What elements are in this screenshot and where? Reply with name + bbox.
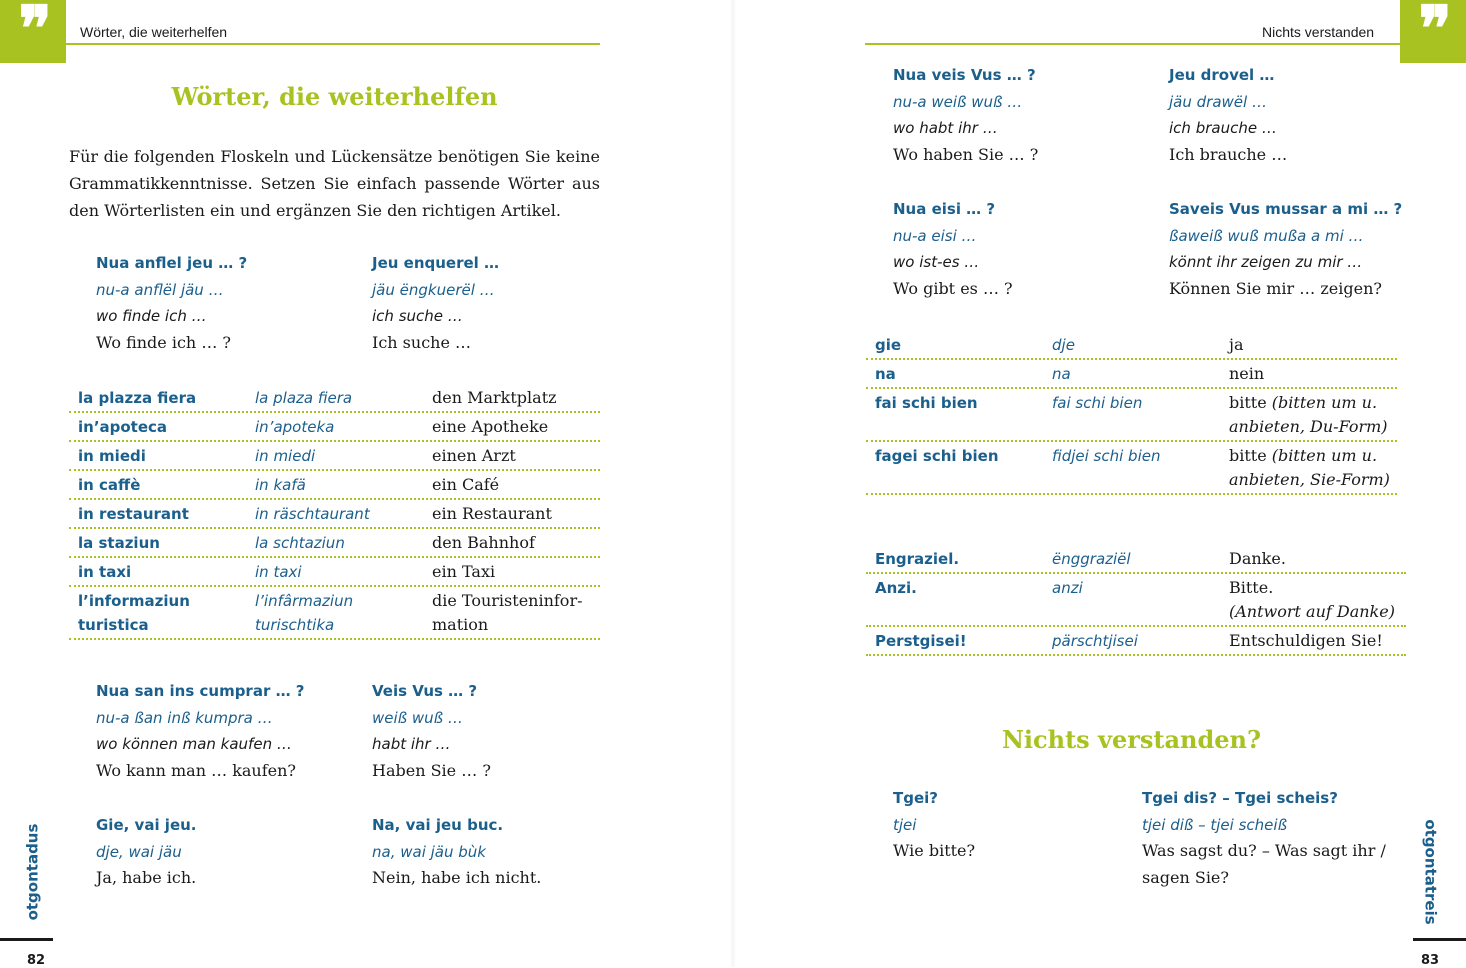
- table-row: [866, 442, 1397, 495]
- pronunciation: tjei: [893, 815, 917, 834]
- pronunciation: in taxi: [255, 563, 302, 581]
- pronunciation: weiß wuß …: [372, 708, 463, 727]
- phrase-right-6: [1142, 785, 1386, 891]
- german-translation: Wo haben Sie … ?: [893, 144, 1039, 164]
- romansh-phrase: Saveis Vus mussar a mi … ?: [1169, 200, 1403, 218]
- literal-translation: wo finde ich …: [96, 307, 207, 326]
- romansh-word: Perstgisei!: [875, 632, 967, 650]
- pronunciation: in räschtaurant: [255, 505, 370, 523]
- romansh-word: fai schi bien: [875, 394, 978, 412]
- phrase-right-4: [1169, 196, 1402, 302]
- phrase-left-1: [96, 250, 247, 356]
- pronunciation: na, wai jäu bùk: [372, 842, 486, 861]
- german-translation: Nein, habe ich nicht.: [372, 868, 542, 888]
- romansh-word: in caffè: [78, 476, 141, 494]
- romansh-word-cont: turistica: [78, 616, 149, 634]
- phrase-right-1: [893, 62, 1038, 168]
- german-word: bitte: [1229, 446, 1267, 465]
- phrase-left-5: [96, 812, 197, 892]
- table-row: [866, 627, 1406, 656]
- german-translation: Was sagst du? – Was sagt ihr /: [1142, 841, 1386, 861]
- romansh-word: fagei schi bien: [875, 447, 999, 465]
- page-number-right: 83: [1421, 953, 1440, 968]
- phrase-right-5: [893, 785, 975, 865]
- pronunciation: dje, wai jäu: [96, 842, 182, 861]
- german-note: (bitten um u.: [1271, 393, 1378, 412]
- vocab-table-left: [69, 384, 600, 640]
- german-translation: Wie bitte?: [893, 841, 976, 861]
- page-number-left: 82: [27, 953, 46, 968]
- left-header: Wörter, die weiterhelfen: [80, 24, 228, 40]
- table-row: [866, 574, 1406, 627]
- quote-icon: ❞: [1418, 0, 1448, 65]
- pronunciation: nu-a eisi …: [893, 226, 977, 245]
- romansh-phrase: Tgei dis? – Tgei scheis?: [1142, 789, 1338, 807]
- german-word: den Bahnhof: [432, 533, 535, 552]
- right-header-rule: [865, 43, 1401, 45]
- german-word-cont: anbieten, Du-Form): [1229, 417, 1388, 436]
- romansh-word: in restaurant: [78, 505, 189, 523]
- book-spine: [730, 0, 736, 967]
- german-word: Bitte.: [1229, 578, 1274, 597]
- phrase-right-3: [893, 196, 1013, 302]
- german-word-cont: (Antwort auf Danke): [1229, 602, 1395, 621]
- phrase-right-2: [1169, 62, 1287, 168]
- table-row: [69, 442, 600, 471]
- pronunciation: la schtaziun: [255, 534, 345, 552]
- romansh-phrase: Nua eisi … ?: [893, 200, 996, 218]
- page-rule-left: [0, 938, 53, 941]
- vocab-table-right-2: [866, 545, 1406, 656]
- pronunciation: dje: [1052, 336, 1075, 354]
- german-translation: Können Sie mir … zeigen?: [1169, 278, 1382, 298]
- german-note: (bitten um u.: [1271, 446, 1378, 465]
- pronunciation: ënggraziël: [1052, 550, 1131, 568]
- romansh-phrase: Nua anflel jeu … ?: [96, 254, 248, 272]
- german-translation: Wo gibt es … ?: [893, 278, 1013, 298]
- table-row: [69, 500, 600, 529]
- table-row: [866, 360, 1397, 389]
- pronunciation: anzi: [1052, 579, 1083, 597]
- table-row: [69, 471, 600, 500]
- romansh-phrase: Veis Vus … ?: [372, 682, 478, 700]
- german-word: die Touristeninfor-: [432, 591, 583, 610]
- literal-translation: ich brauche …: [1169, 119, 1277, 138]
- pronunciation: fai schi bien: [1052, 394, 1143, 412]
- pronunciation: la plaza fiera: [255, 389, 353, 407]
- german-word: eine Apotheke: [432, 417, 549, 436]
- german-word: ein Taxi: [432, 562, 496, 581]
- german-translation: Ich brauche …: [1169, 144, 1288, 164]
- pronunciation: nu-a ßan inß kumpra …: [96, 708, 273, 727]
- table-row: [69, 384, 600, 413]
- romansh-phrase: Na, vai jeu buc.: [372, 816, 504, 834]
- pronunciation: jäu drawël …: [1169, 92, 1267, 111]
- table-row: [69, 587, 600, 640]
- german-translation: Ja, habe ich.: [96, 868, 197, 888]
- quote-icon-box-left: [0, 0, 66, 63]
- german-translation: Ich suche …: [372, 332, 472, 352]
- romansh-word: Engraziel.: [875, 550, 960, 568]
- romansh-word: l’informaziun: [78, 592, 190, 610]
- table-row: [866, 545, 1406, 574]
- german-word: Entschuldigen Sie!: [1229, 631, 1383, 650]
- side-label-left: otgontadus: [23, 823, 42, 921]
- literal-translation: habt ihr …: [372, 735, 451, 754]
- romansh-phrase: Gie, vai jeu.: [96, 816, 197, 834]
- romansh-phrase: Jeu drovel …: [1169, 66, 1275, 84]
- pronunciation: pärschtjisei: [1052, 632, 1138, 650]
- german-word: bitte: [1229, 393, 1267, 412]
- romansh-word: in miedi: [78, 447, 146, 465]
- literal-translation: könnt ihr zeigen zu mir …: [1169, 253, 1363, 272]
- german-translation: Wo finde ich … ?: [96, 332, 231, 352]
- table-row: [866, 331, 1397, 360]
- german-word: ein Café: [432, 475, 500, 494]
- literal-translation: wo können man kaufen …: [96, 735, 292, 754]
- page-rule-right: [1413, 938, 1466, 941]
- german-word: ein Restaurant: [432, 504, 552, 523]
- intro-paragraph: Für die folgenden Floskeln und Lückensätze benötigen Sie keine Grammatikkenntnisse. Setzen Sie einfach passende Wörter aus den Wörterlisten ein und ergänzen Sie den richtigen Artikel.: [69, 147, 600, 220]
- german-translation: Haben Sie … ?: [372, 760, 491, 780]
- romansh-word: na: [875, 365, 896, 383]
- romansh-phrase: Jeu enquerel …: [372, 254, 500, 272]
- german-word-cont: anbieten, Sie-Form): [1229, 470, 1390, 489]
- romansh-word: la staziun: [78, 534, 160, 552]
- german-translation-cont: sagen Sie?: [1142, 867, 1229, 887]
- german-word-cont: mation: [432, 615, 489, 634]
- vocab-table-right-1: [866, 331, 1397, 495]
- table-row: [69, 558, 600, 587]
- german-cell: [1229, 444, 1377, 468]
- romansh-word: Anzi.: [875, 579, 917, 597]
- german-translation: Wo kann man … kaufen?: [96, 760, 297, 780]
- pronunciation: tjei diß – tjei scheiß: [1142, 815, 1288, 834]
- german-word: ja: [1229, 335, 1244, 354]
- german-word: den Marktplatz: [432, 388, 557, 407]
- side-label-right: otgontatreis: [1421, 819, 1440, 925]
- phrase-left-6: [372, 812, 541, 892]
- german-word: nein: [1229, 364, 1265, 383]
- literal-translation: wo habt ihr …: [893, 119, 998, 138]
- german-cell: [1229, 391, 1377, 415]
- romansh-phrase: Tgei?: [893, 789, 938, 807]
- phrase-left-3: [96, 678, 305, 784]
- left-page-title: Wörter, die weiterhelfen: [171, 82, 498, 111]
- table-row: [69, 413, 600, 442]
- romansh-phrase: Nua san ins cumprar … ?: [96, 682, 305, 700]
- romansh-word: in’apoteca: [78, 418, 168, 436]
- pronunciation: jäu ëngkuerël …: [372, 280, 495, 299]
- literal-translation: wo ist-es …: [893, 253, 980, 272]
- pronunciation: na: [1052, 365, 1071, 383]
- romansh-word: in taxi: [78, 563, 132, 581]
- table-row: [866, 389, 1397, 442]
- literal-translation: ich suche …: [372, 307, 463, 326]
- pronunciation: ßaweiß wuß mußa a mi …: [1169, 226, 1364, 245]
- quote-icon-box-right: [1400, 0, 1466, 63]
- german-word: einen Arzt: [432, 446, 516, 465]
- romansh-phrase: Nua veis Vus … ?: [893, 66, 1036, 84]
- table-row: [69, 529, 600, 558]
- pronunciation: nu-a anflël jäu …: [96, 280, 224, 299]
- pronunciation: fidjei schi bien: [1052, 447, 1161, 465]
- right-header: Nichts verstanden: [1262, 24, 1375, 40]
- romansh-word: la plazza fiera: [78, 389, 197, 407]
- pronunciation: in miedi: [255, 447, 316, 465]
- pronunciation: l’infârmaziun: [255, 592, 354, 610]
- pronunciation-cont: turischtika: [255, 616, 335, 634]
- german-word: Danke.: [1229, 549, 1286, 568]
- romansh-word: gie: [875, 336, 902, 354]
- phrase-left-2: [372, 250, 499, 356]
- phrase-left-4: [372, 678, 491, 784]
- quote-icon: ❞: [18, 0, 48, 65]
- left-header-rule: [66, 43, 600, 45]
- right-page-title: Nichts verstanden?: [1001, 725, 1262, 754]
- pronunciation: in kafä: [255, 476, 306, 494]
- pronunciation: nu-a weiß wuß …: [893, 92, 1023, 111]
- pronunciation: in’apoteka: [255, 418, 335, 436]
